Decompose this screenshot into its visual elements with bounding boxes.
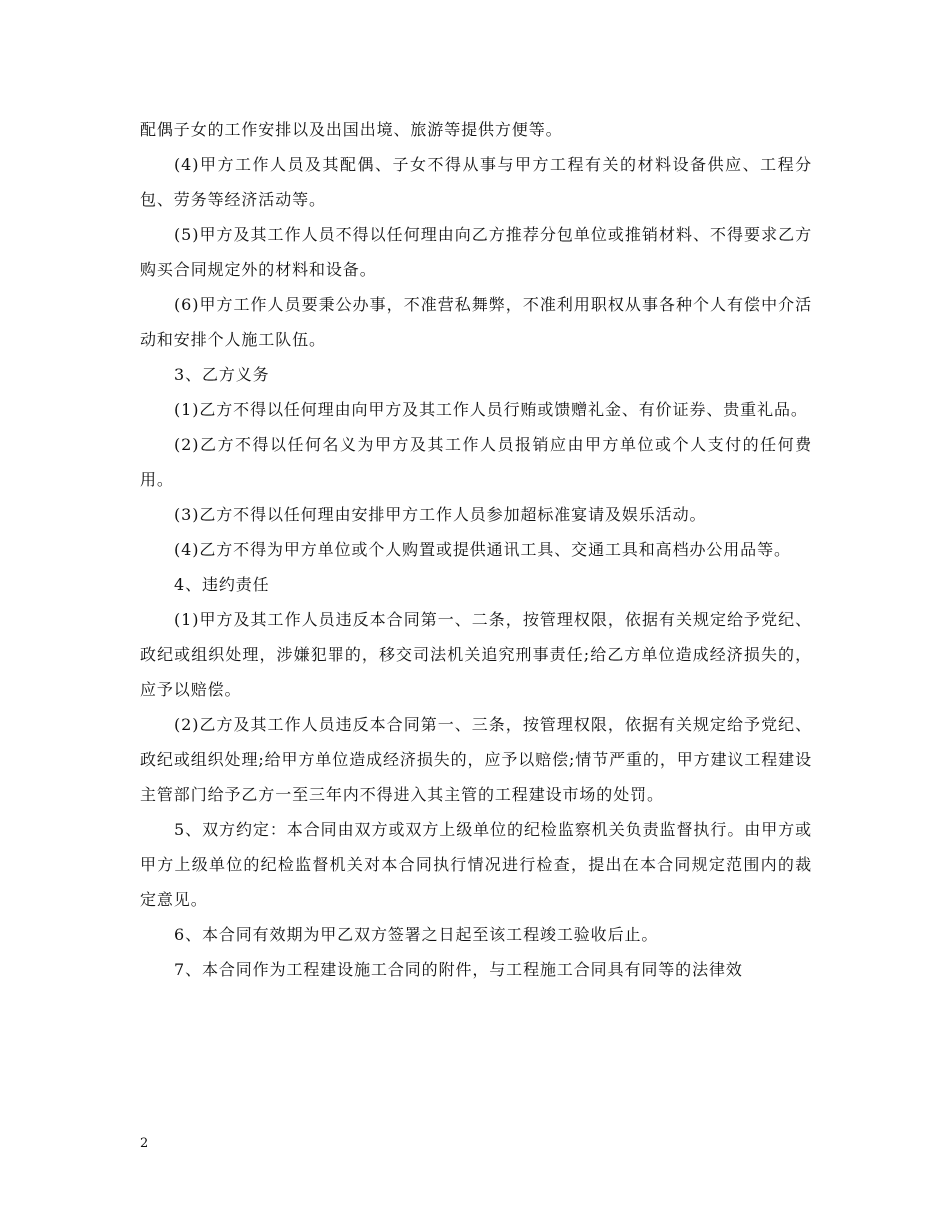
paragraph-3: (5)甲方及其工作人员不得以任何理由向乙方推荐分包单位或推销材料、不得要求乙方购买合同规定外的材料和设备。 bbox=[140, 225, 812, 279]
paragraph-13: 5、双方约定：本合同由双方或双方上级单位的纪检监察机关负责监督执行。由甲方或甲方上级单位的纪检监督机关对本合同执行情况进行检查，提出在本合同规定范围内的裁定意见。 bbox=[140, 820, 812, 909]
page-number: 2 bbox=[140, 1136, 149, 1151]
section-heading-4: 4、违约责任 bbox=[174, 575, 270, 594]
paragraph-9: (4)乙方不得为甲方单位或个人购置或提供通讯工具、交通工具和高档办公用品等。 bbox=[174, 540, 791, 559]
paragraph-14: 6、本合同有效期为甲乙双方签署之日起至该工程竣工验收后止。 bbox=[174, 925, 659, 944]
paragraph-12: (2)乙方及其工作人员违反本合同第一、三条，按管理权限，依据有关规定给予党纪、政纪或组织处理;给甲方单位造成经济损失的，应予以赔偿;情节严重的，甲方建议工程建设主管部门给予乙方一至三年内不得进入其主管的工程建设市场的处罚。 bbox=[140, 715, 812, 804]
paragraph-15: 7、本合同作为工程建设施工合同的附件，与工程施工合同具有同等的法律效 bbox=[174, 960, 743, 979]
paragraph-8: (3)乙方不得以任何理由安排甲方工作人员参加超标准宴请及娱乐活动。 bbox=[174, 505, 707, 524]
paragraph-1: 配偶子女的工作安排以及出国出境、旅游等提供方便等。 bbox=[140, 120, 563, 139]
section-heading-3: 3、乙方义务 bbox=[174, 365, 270, 384]
paragraph-2: (4)甲方工作人员及其配偶、子女不得从事与甲方工程有关的材料设备供应、工程分包、劳务等经济活动等。 bbox=[140, 155, 812, 209]
paragraph-6: (1)乙方不得以任何理由向甲方及其工作人员行贿或馈赠礼金、有价证券、贵重礼品。 bbox=[174, 400, 808, 419]
paragraph-4: (6)甲方工作人员要秉公办事，不准营私舞弊，不准利用职权从事各种个人有偿中介活动和安排个人施工队伍。 bbox=[140, 295, 812, 349]
paragraph-11: (1)甲方及其工作人员违反本合同第一、二条，按管理权限，依据有关规定给予党纪、政纪或组织处理，涉嫌犯罪的，移交司法机关追究刑事责任;给乙方单位造成经济损失的，应予以赔偿。 bbox=[140, 610, 812, 699]
document-body bbox=[140, 112, 812, 987]
paragraph-7: (2)乙方不得以任何名义为甲方及其工作人员报销应由甲方单位或个人支付的任何费用。 bbox=[140, 435, 812, 489]
